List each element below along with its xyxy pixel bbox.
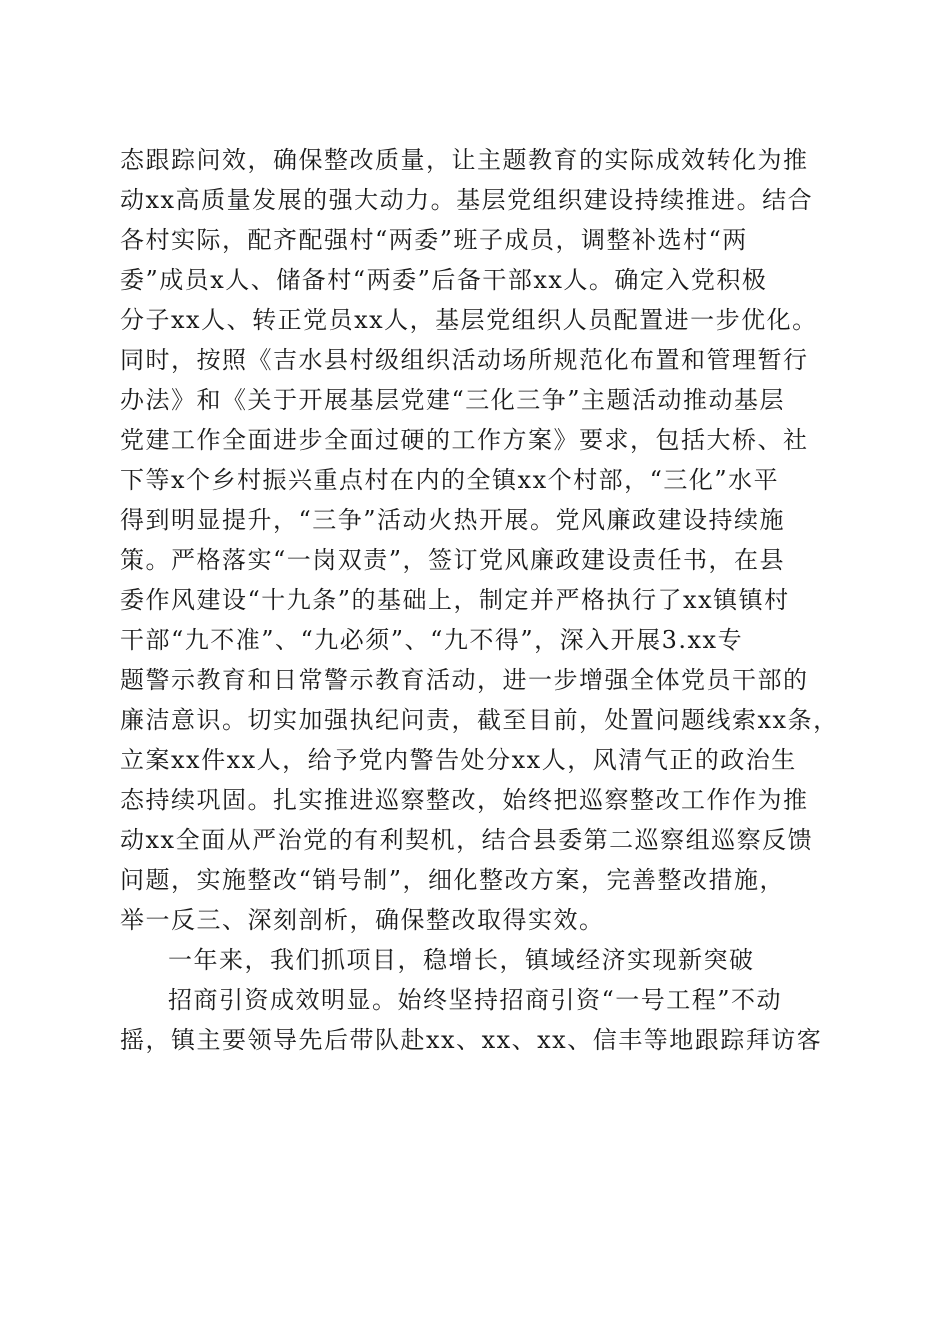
text-line: 态持续巩固。扎实推进巡察整改，始终把巡察整改工作作为推 [120,786,809,814]
text-line: 干部“九不准”、“九必须”、“九不得”，深入开展3.xx专 [120,626,744,654]
text-line: 态跟踪问效，确保整改质量，让主题教育的实际成效转化为推 [120,146,809,174]
text-line: 各村实际，配齐配强村“两委”班子成员，调整补选村“两 [120,226,748,254]
text-line: 办法》和《关于开展基层党建“三化三争”主题活动推动基层 [120,386,786,414]
text-line: 委作风建设“十九条”的基础上，制定并严格执行了xx镇镇村 [120,586,790,614]
text-line: 分子xx人、转正党员xx人，基层党组织人员配置进一步优化。 [120,306,818,334]
text-line: 策。严格落实“一岗双责”，签订党风廉政建设责任书，在县 [120,546,786,574]
text-line: 招商引资成效明显。始终坚持招商引资“一号工程”不动 [168,986,783,1014]
text-line: 同时，按照《吉水县村级组织活动场所规范化布置和管理暂行 [120,346,809,374]
text-line: 题警示教育和日常警示教育活动，进一步增强全体党员干部的 [120,666,809,694]
text-line: 立案xx件xx人，给予党内警告处分xx人，风清气正的政治生 [120,746,797,774]
text-line: 动xx全面从严治党的有利契机，结合县委第二巡察组巡察反馈 [120,826,814,854]
text-line: 廉洁意识。切实加强执纪问责，截至目前，处置问题线索xx条， [120,706,839,734]
text-line: 得到明显提升，“三争”活动火热开展。党风廉政建设持续施 [120,506,786,534]
text-line: 下等x个乡村振兴重点村在内的全镇xx个村部，“三化”水平 [120,466,780,494]
section-heading: 一年来，我们抓项目，稳增长，镇域经济实现新突破 [168,946,755,974]
text-line: 问题，实施整改“销号制”，细化整改方案，完善整改措施， [120,866,786,894]
text-line: 动xx高质量发展的强大动力。基层党组织建设持续推进。结合 [120,186,814,214]
text-line: 委”成员x人、储备村“两委”后备干部xx人。确定入党积极 [120,266,768,294]
text-line: 举一反三、深刻剖析，确保整改取得实效。 [120,906,605,934]
document-body [120,140,840,1060]
text-line: 摇，镇主要领导先后带队赴xx、xx、xx、信丰等地跟踪拜访客 [120,1026,823,1054]
text-line: 党建工作全面进步全面过硬的工作方案》要求，包括大桥、社 [120,426,809,454]
